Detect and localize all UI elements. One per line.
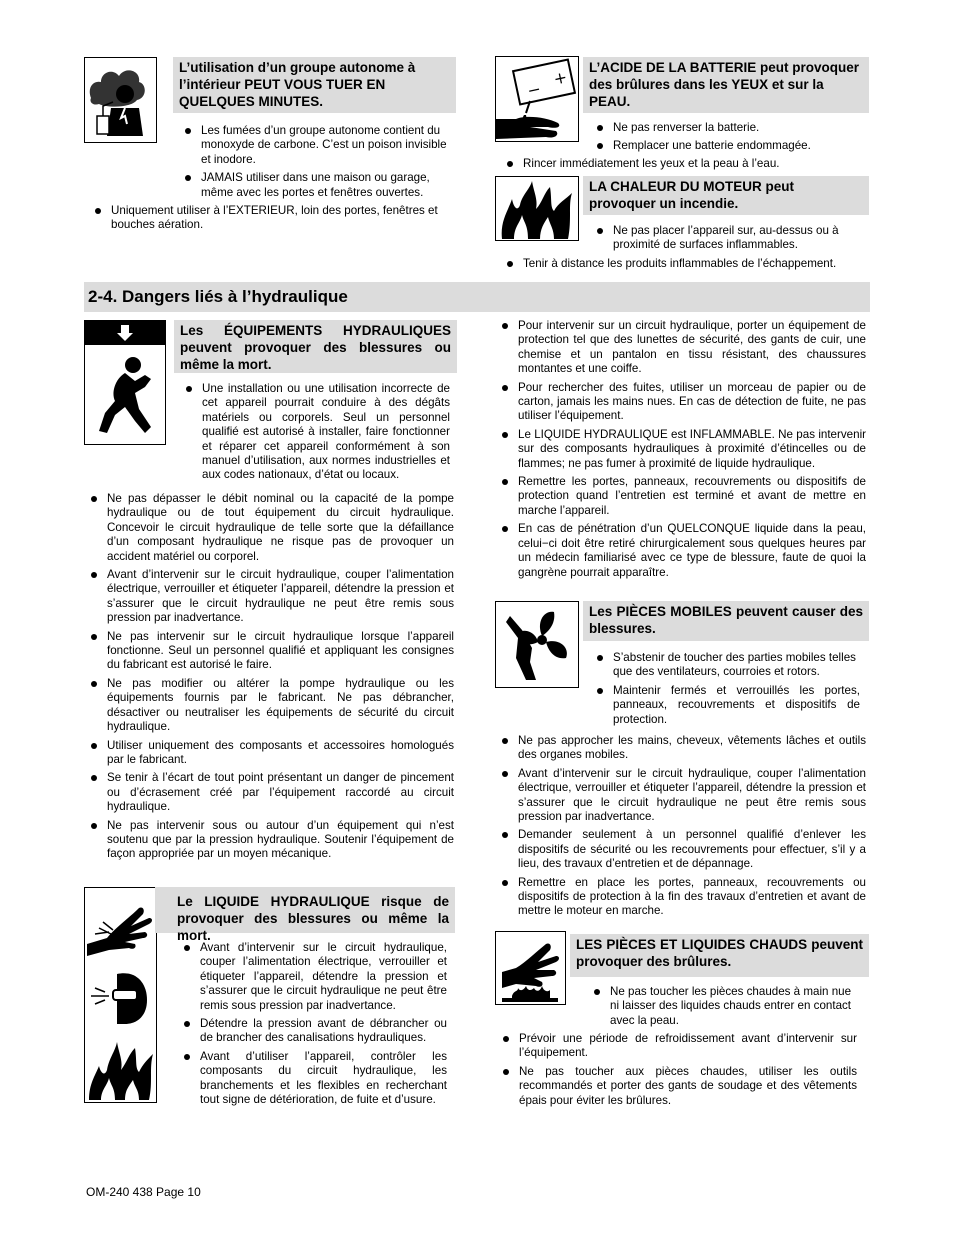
hyd-equipment-outer-bullets: [89, 492, 454, 866]
battery-warning-header: L’ACIDE DE LA BATTERIE peut provoquer des brûlures dans les YEUX et sur la PEAU.: [583, 57, 869, 113]
svg-text:+: +: [551, 67, 569, 89]
fumes-outer-bullets: [93, 204, 455, 237]
list-item: Tenir à distance les produits inflammables de l’échappement.: [505, 257, 867, 271]
hyd-equipment-header: Les ÉQUIPEMENTS HYDRAULIQUES peuvent provoquer des blessures ou même la mort.: [174, 320, 457, 373]
face-shield-icon: [84, 960, 157, 1033]
list-item: Uniquement utiliser à l’EXTERIEUR, loin des portes, fenêtres et bouches aération.: [93, 204, 455, 233]
list-item: Prévoir une période de refroidissement avant d’intervenir sur l’équipement.: [501, 1032, 857, 1061]
list-item: Avant d’utiliser l’appareil, contrôler les composants du circuit hydraulique, les branchements et les flexibles en recherchant tout signe de détérioration, de fuite et d’usure.: [182, 1050, 447, 1108]
list-item: Ne pas intervenir sous ou autour d’un équipement qui n’est soutenu que par la pression hydraulique. Soutenir l’équipement de façon appropriée par un moyen mécanique.: [89, 819, 454, 862]
list-item: Remettre les portes, panneaux, recouvrements ou dispositifs de protection quand l’entretien est terminé et avant de mettre en marche l’appareil.: [500, 475, 866, 518]
engine-heat-bullets: [595, 224, 865, 257]
list-item: Ne pas modifier ou altérer la pompe hydraulique ou les équipements fournis par le fabricant. Ne pas débrancher, désactiver ou neutraliser les équipements de sécurité du circuit hydraulique.: [89, 677, 454, 735]
fire-icon: [495, 176, 579, 241]
hot-parts-outer-bullets: [501, 1032, 857, 1112]
list-item: Ne pas renverser la batterie.: [595, 121, 865, 135]
list-item: Demander seulement à un personnel qualifié d’enlever les dispositifs de sécurité ou les recouvrements pour effectuer, s’il y a lieu, des travaux d’entretien et de dépannage.: [500, 828, 866, 871]
svg-text:−: −: [525, 79, 543, 101]
fumes-bullets: [183, 124, 451, 204]
list-item: Ne pas dépasser le débit nominal ou la capacité de la pompe hydraulique ou de tout équipement du circuit hydraulique. Concevoir le circuit hydraulique de telle sorte que la défaillance d’un composant hydraulique ne risque pas de provoquer un accident matériel ou corporel.: [89, 492, 454, 564]
list-item: Les fumées d’un groupe autonome contient du monoxyde de carbone. C’est un poison invisible et inodore.: [183, 124, 451, 167]
list-item: Remettre en place les portes, panneaux, recouvrements ou dispositifs de protection à la fin des travaux d’entretien et avant de mettre le moteur en marche.: [500, 876, 866, 919]
hot-surface-hand-icon: [495, 931, 566, 1005]
list-item: Avant d’intervenir sur le circuit hydraulique, couper l’alimentation électrique, verrouiller et étiqueter l’appareil, détendre la pression et s’assurer que le circuit hydraulique ne peut être remis sous pression par inadvertance.: [182, 941, 447, 1013]
list-item: Ne pas intervenir sur le circuit hydraulique lorsque l’appareil fonctionne. Seul un personnel qualifié et appliquant les consignes du fabricant est autorisé le faire.: [89, 630, 454, 673]
list-item: Se tenir à l’écart de tout point présentant un danger de pincement ou d’écrasement créé par l’équipement raccordé au circuit hydraulique.: [89, 771, 454, 814]
falling-person-icon: [84, 320, 166, 445]
moving-parts-outer-bullets: [500, 734, 866, 923]
list-item: Ne pas approcher les mains, cheveux, vêtements lâches et outils des organes mobiles.: [500, 734, 866, 763]
engine-heat-outer-bullets: [505, 257, 867, 275]
list-item: En cas de pénétration d’un QUELCONQUE liquide dans la peau, celui−ci doit être retiré chirurgicalement sous quelques heures par un médecin familiarisé avec ce type de blessure, faute de quoi la gangrène pourrait apparaître.: [500, 522, 866, 580]
hot-parts-bullets: [592, 985, 860, 1032]
hyd-equipment-bullets: [184, 382, 450, 487]
flame-icon: [84, 1032, 157, 1103]
list-item: Avant d’intervenir sur le circuit hydraulique, couper l’alimentation électrique, verrouiller et étiqueter l’appareil, détendre la pression et s’assurer que le circuit hydraulique ne peut être remis sous pression par inadvertance.: [500, 767, 866, 825]
fan-hand-icon: [495, 601, 579, 688]
hand-spray-icon: [84, 887, 157, 961]
list-item: Pour intervenir sur un circuit hydraulique, porter un équipement de protection tel que des lunettes de sécurité, des gants de cuir, une chemise et un pantalon en tissu résistant, des chaussures montantes et une coiffe.: [500, 319, 866, 377]
moving-parts-header: Les PIÈCES MOBILES peuvent causer des blessures.: [583, 601, 869, 641]
person-fumes-icon: [84, 57, 157, 143]
fumes-warning-header: L’utilisation d’un groupe autonome à l’intérieur PEUT VOUS TUER EN QUELQUES MINUTES.: [173, 57, 456, 113]
battery-acid-icon: [495, 56, 579, 142]
list-item: Le LIQUIDE HYDRAULIQUE est INFLAMMABLE. Ne pas intervenir sur des composants hydrauliques à proximité d’étincelles ou de flammes; ne pas fumer à proximité de liquide hydraulique.: [500, 428, 866, 471]
list-item: Remplacer une batterie endommagée.: [595, 139, 865, 153]
list-item: JAMAIS utiliser dans une maison ou garage, même avec les portes et fenêtres ouvertes.: [183, 171, 451, 200]
list-item: Maintenir fermés et verrouillés les portes, panneaux, recouvrements et dispositifs de protection.: [595, 684, 860, 727]
list-item: Pour rechercher des fuites, utiliser un morceau de papier ou de carton, jamais les mains nues. En cas de détection de fuite, ne pas utiliser l’équipement.: [500, 381, 866, 424]
list-item: Ne pas toucher aux pièces chaudes, utiliser les outils recommandés et porter des gants de soudage et des vêtements épais pour éviter les brûlures.: [501, 1065, 857, 1108]
list-item: Rincer immédiatement les yeux et la peau à l’eau.: [505, 157, 867, 171]
list-item: Avant d’intervenir sur le circuit hydraulique, couper l’alimentation électrique, verrouiller et étiqueter l’appareil, détendre la pression et s’assurer que le circuit hydraulique ne peut être remis sous pression par inadvertance.: [89, 568, 454, 626]
hyd-liquid-header: Le LIQUIDE HYDRAULIQUE risque de provoquer des blessures ou même la mort.: [155, 887, 455, 933]
right-column-bullets: [500, 319, 866, 584]
engine-heat-header: LA CHALEUR DU MOTEUR peut provoquer un incendie.: [583, 176, 869, 215]
hot-parts-header: LES PIÈCES ET LIQUIDES CHAUDS peuvent provoquer des brûlures.: [570, 934, 869, 977]
battery-outer-bullets: [505, 157, 867, 175]
list-item: Utiliser uniquement des composants et accessoires homologués par le fabricant.: [89, 739, 454, 768]
section-title: 2-4. Dangers liés à l’hydraulique: [84, 282, 870, 312]
list-item: Une installation ou une utilisation incorrecte de cet appareil pourrait conduire à des dégâts matériels ou corporels. Seul un personnel qualifié est autorisé à installer, faire fonctionner et réparer cet appareil conformément à son manuel d’utilisation, aux normes industrielles et aux codes nationaux, d’état ou locaux.: [184, 382, 450, 483]
list-item: S’abstenir de toucher des parties mobiles telles que des ventilateurs, courroies et rotors.: [595, 651, 860, 680]
moving-parts-bullets: [595, 651, 860, 731]
battery-bullets: [595, 121, 865, 158]
list-item: Détendre la pression avant de débrancher ou de brancher des canalisations hydrauliques.: [182, 1017, 447, 1046]
hyd-liquid-bullets: [182, 941, 447, 1111]
list-item: Ne pas placer l’appareil sur, au-dessus ou à proximité de surfaces inflammables.: [595, 224, 865, 253]
list-item: Ne pas toucher les pièces chaudes à main nue ni laisser des liquides chauds entrer en contact avec la peau.: [592, 985, 860, 1028]
page-footer: OM-240 438 Page 10: [86, 1185, 201, 1199]
